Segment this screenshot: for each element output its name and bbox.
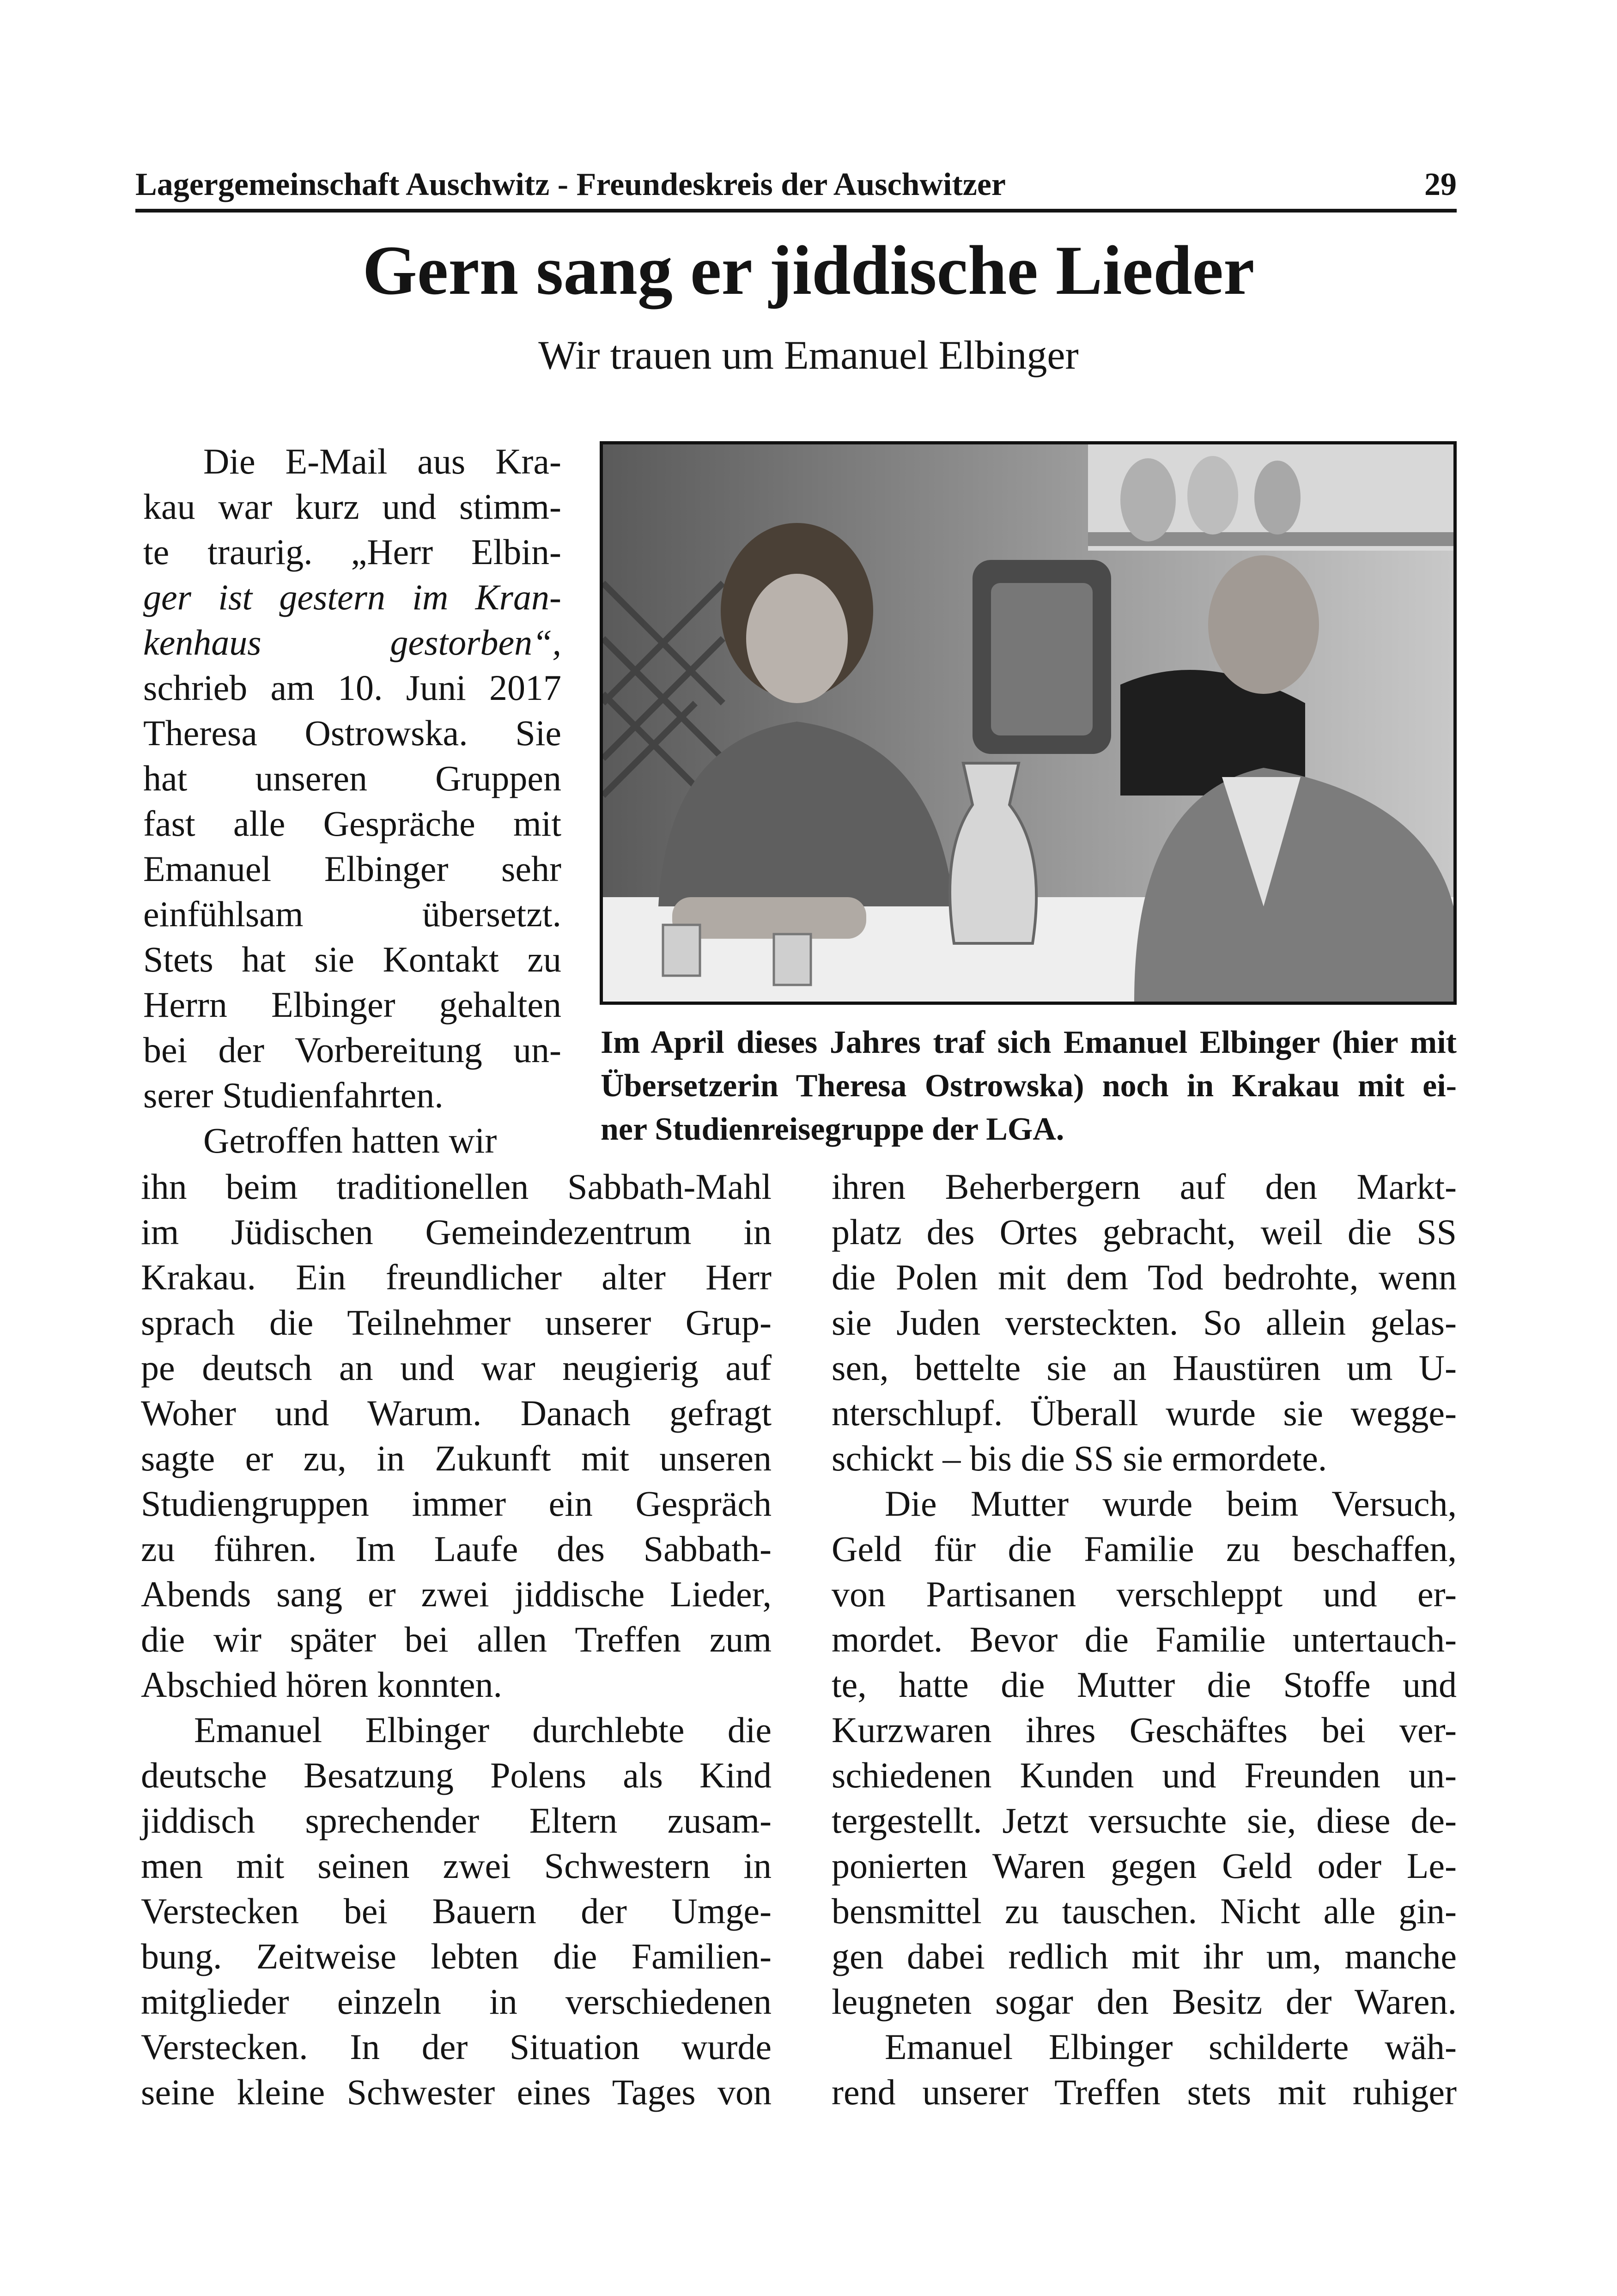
text-line: ihren Beherbergern auf den Markt- xyxy=(832,1166,1457,1207)
text-line: rend unserer Treffen stets mit ruhiger xyxy=(832,2072,1457,2112)
text-line: bei der Vorbereitung un- xyxy=(143,1030,561,1070)
text-line: deutsche Besatzung Polens als Kind xyxy=(141,1755,772,1795)
text-line: sie Juden versteckten. So allein gelas- xyxy=(832,1302,1457,1342)
text-line: Emanuel Elbinger durchlebte die xyxy=(194,1710,772,1750)
publication-name: Lagergemeinschaft Auschwitz - Freundeskreis der Auschwitzer xyxy=(135,167,1006,202)
text-line: kau war kurz und stimm- xyxy=(143,486,561,527)
text-line: Herrn Elbinger gehalten xyxy=(143,984,561,1025)
text-line: nterschlupf. Überall wurde sie wegge- xyxy=(832,1393,1457,1433)
photo-illustration xyxy=(603,444,1453,1002)
caption-line: Übersetzerin Theresa Ostrowska) noch in Krakau mit ei- xyxy=(601,1068,1457,1104)
text-line: bensmittel zu tauschen. Nicht alle gin- xyxy=(832,1891,1457,1931)
text-line: Krakau. Ein freundlicher alter Herr xyxy=(141,1257,772,1297)
text-line: Emanuel Elbinger sehr xyxy=(143,849,561,889)
text-line: von Partisanen verschleppt und er- xyxy=(832,1574,1457,1614)
text-line: te traurig. „Herr Elbin- xyxy=(143,532,561,572)
text-line: Die Mutter wurde beim Versuch, xyxy=(885,1483,1457,1524)
text-line: schrieb am 10. Juni 2017 xyxy=(143,668,561,708)
text-line: die Polen mit dem Tod bedrohte, wenn xyxy=(832,1257,1457,1297)
text-line: schiedenen Kunden und Freunden un- xyxy=(832,1755,1457,1795)
text-line: tergestellt. Jetzt versuchte sie, diese de- xyxy=(832,1800,1457,1840)
text-line: Geld für die Familie zu beschaffen, xyxy=(832,1529,1457,1569)
text-line: Die E-Mail aus Kra- xyxy=(203,441,561,481)
text-line: serer Studienfahrten. xyxy=(143,1075,444,1115)
text-line: sen, bettelte sie an Haustüren um U- xyxy=(832,1348,1457,1388)
caption-line: ner Studienreisegruppe der LGA. xyxy=(601,1112,1064,1147)
text-line: Abschied hören konnten. xyxy=(141,1664,502,1705)
column-left xyxy=(141,1164,772,2115)
text-line: Verstecken. In der Situation wurde xyxy=(141,2027,772,2067)
text-line: fast alle Gespräche mit xyxy=(143,803,561,844)
text-line: men mit seinen zwei Schwestern in xyxy=(141,1846,772,1886)
text-line: einfühlsam übersetzt. xyxy=(143,894,561,934)
text-line: Stets hat sie Kontakt zu xyxy=(143,939,561,979)
text-line: im Jüdischen Gemeindezentrum in xyxy=(141,1212,772,1252)
text-line: seine kleine Schwester eines Tages von xyxy=(141,2072,772,2112)
text-line: Getroffen hatten wir xyxy=(203,1120,497,1160)
article-photo xyxy=(600,441,1457,1005)
text-line: ponierten Waren gegen Geld oder Le- xyxy=(832,1846,1457,1886)
photo-caption xyxy=(601,1021,1457,1151)
text-line: ger ist gestern im Kran- xyxy=(143,577,561,617)
text-line: mitglieder einzeln in verschiedenen xyxy=(141,1981,772,2022)
text-line: Emanuel Elbinger schilderte wäh- xyxy=(885,2027,1457,2067)
text-line: Woher und Warum. Danach gefragt xyxy=(141,1393,772,1433)
text-line: Theresa Ostrowska. Sie xyxy=(143,713,561,753)
header-rule xyxy=(135,209,1457,213)
running-header xyxy=(135,164,1457,206)
text-line: ihn beim traditionellen Sabbath-Mahl xyxy=(141,1166,772,1207)
column-left-top xyxy=(143,439,561,1163)
page-number: 29 xyxy=(1424,167,1457,202)
text-line: Verstecken bei Bauern der Umge- xyxy=(141,1891,772,1931)
text-line: bung. Zeitweise lebten die Familien- xyxy=(141,1936,772,1976)
text-line: platz des Ortes gebracht, weil die SS xyxy=(832,1212,1457,1252)
text-line: pe deutsch an und war neugierig auf xyxy=(141,1348,772,1388)
text-line: hat unseren Gruppen xyxy=(143,758,561,798)
column-right xyxy=(832,1164,1457,2115)
text-line: Kurzwaren ihres Geschäftes bei ver- xyxy=(832,1710,1457,1750)
text-line: die wir später bei allen Treffen zum xyxy=(141,1619,772,1659)
text-line: jiddisch sprechender Eltern zusam- xyxy=(141,1800,772,1840)
text-line: mordet. Bevor die Familie untertauch- xyxy=(832,1619,1457,1659)
text-line: sprach die Teilnehmer unserer Grup- xyxy=(141,1302,772,1342)
text-line: leugneten sogar den Besitz der Waren. xyxy=(832,1981,1457,2022)
text-line: schickt – bis die SS sie ermordete. xyxy=(832,1438,1327,1478)
article-subtitle: Wir trauen um Emanuel Elbinger xyxy=(538,333,1079,378)
text-line: gen dabei redlich mit ihr um, manche xyxy=(832,1936,1457,1976)
text-line: Abends sang er zwei jiddische Lieder, xyxy=(141,1574,772,1614)
text-line: te, hatte die Mutter die Stoffe und xyxy=(832,1664,1457,1705)
caption-line: Im April dieses Jahres traf sich Emanuel Elbinger (hier mit xyxy=(601,1025,1457,1060)
text-line: sagte er zu, in Zukunft mit unseren xyxy=(141,1438,772,1478)
text-line: zu führen. Im Laufe des Sabbath- xyxy=(141,1529,772,1569)
text-line: Studiengruppen immer ein Gespräch xyxy=(141,1483,772,1524)
article-title: Gern sang er jiddische Lieder xyxy=(362,231,1255,309)
text-line: kenhaus gestorben“, xyxy=(143,622,561,662)
